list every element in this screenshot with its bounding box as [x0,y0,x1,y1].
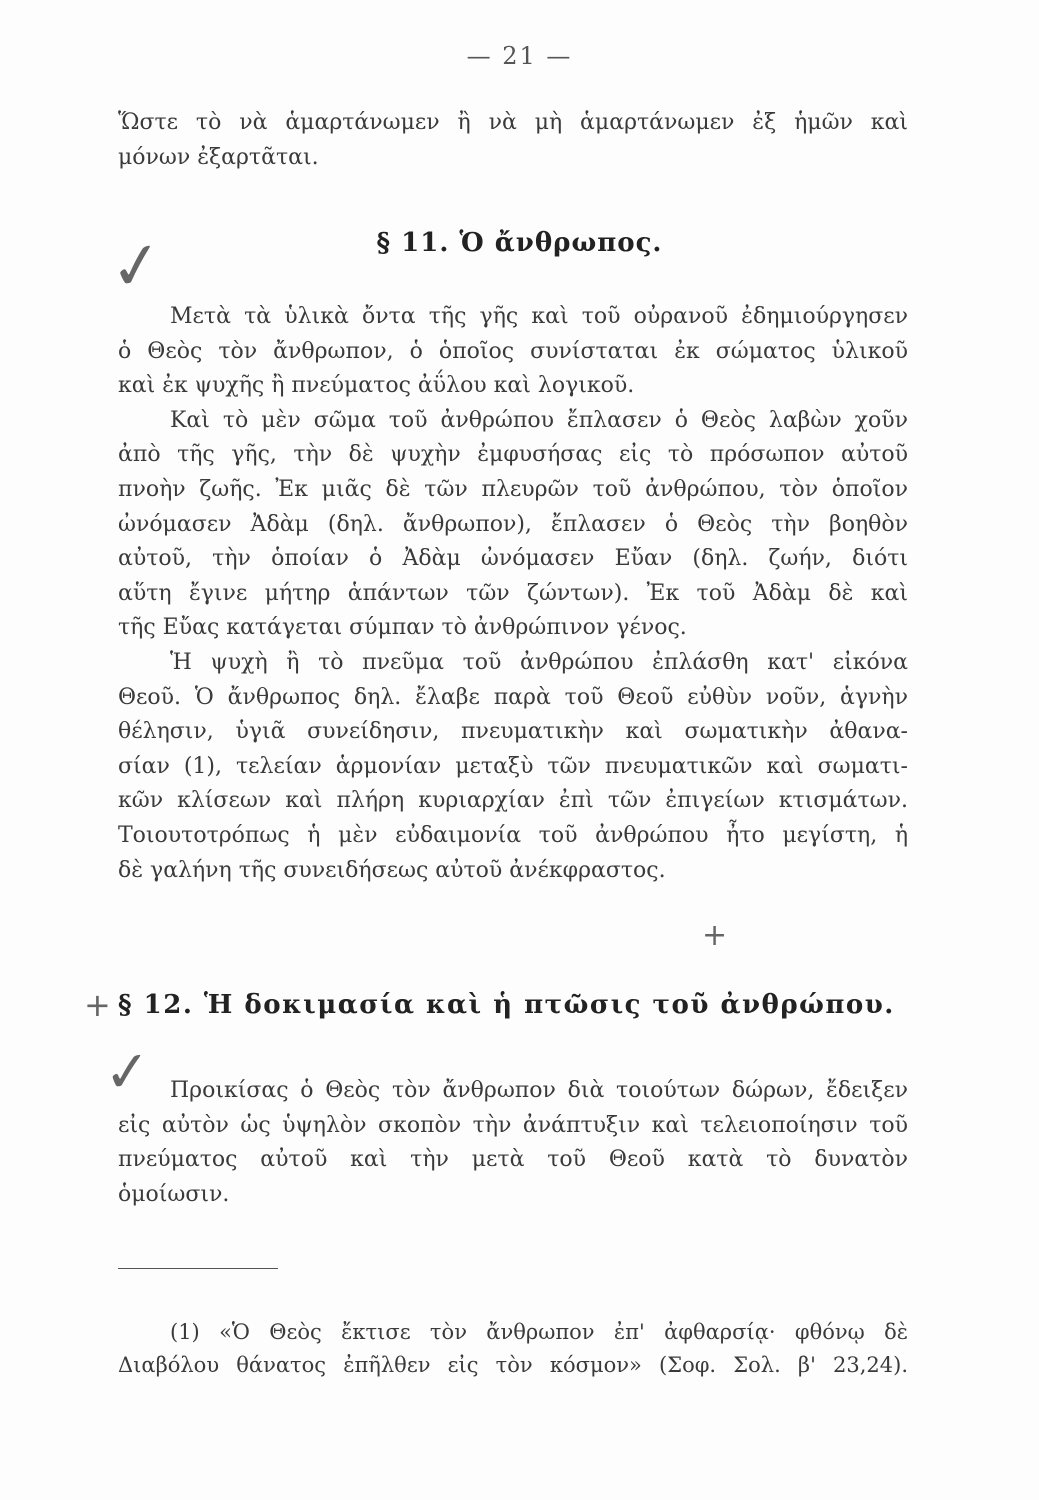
text-line: Τοιουτοτρόπως ἡ μὲν εὐδαιμονία τοῦ ἀνθρώπου ἦτο μεγίστη, ἡ [118,822,908,848]
text-line: Θεοῦ. Ὁ ἄνθρωπος δηλ. ἔλαβε παρὰ τοῦ Θεοῦ εὐθὺν νοῦν, ἁγνὴν [118,684,908,710]
text-line: αὐτοῦ, τὴν ὁποίαν ὁ Ἀδὰμ ὠνόμασεν Εὔαν (δηλ. ζωήν, διότι [118,546,908,572]
footnote-line: Διαβόλου θάνατος ἐπῆλθεν εἰς τὸν κόσμον» (Σοφ. Σολ. β' 23,24). [118,1353,908,1377]
text-line: ὁμοίωσιν. [118,1181,230,1207]
footnote [118,1316,908,1382]
section-12-body [118,1074,908,1212]
text-line: Ὥστε τὸ νὰ ἁμαρτάνωμεν ἢ νὰ μὴ ἁμαρτάνωμεν ἐξ ἡμῶν καὶ [118,110,908,135]
handwritten-cross-icon: + [84,986,111,1024]
text-line: αὕτη ἔγινε μήτηρ ἁπάντων τῶν ζώντων). Ἐκ τοῦ Ἀδὰμ δὲ καὶ [118,580,908,606]
text-line: κῶν κλίσεων καὶ πλήρη κυριαρχίαν ἐπὶ τῶν ἐπιγείων κτισμάτων. [118,788,908,814]
text-line: ὠνόμασεν Ἀδὰμ (δηλ. ἄνθρωπον), ἔπλασεν ὁ Θεὸς τὴν βοηθὸν [118,511,908,537]
text-line: καὶ ἐκ ψυχῆς ἢ πνεύματος ἀΰλου καὶ λογικοῦ. [118,373,635,399]
text-line: μόνων ἐξαρτᾶται. [118,144,319,170]
intro-paragraph [118,106,908,175]
footnote-line: (1) «Ὁ Θεὸς ἔκτισε τὸν ἄνθρωπον ἐπ' ἀφθαρσίᾳ· φθόνῳ δὲ [170,1320,908,1344]
text-line: σίαν (1), τελείαν ἁρμονίαν μεταξὺ τῶν πνευματικῶν καὶ σωματι- [118,753,908,779]
text-line: θέλησιν, ὑγιᾶ συνείδησιν, πνευματικὴν καὶ σωματικὴν ἀθανα- [118,719,908,745]
text-line: ὁ Θεὸς τὸν ἄνθρωπον, ὁ ὁποῖος συνίσταται ἐκ σώματος ὑλικοῦ [118,338,908,364]
handwritten-check-icon: ✓ [101,1038,154,1107]
text-line: εἰς αὐτὸν ὡς ὑψηλὸν σκοπὸν τὴν ἀνάπτυξιν καὶ τελειοποίησιν τοῦ [118,1112,908,1138]
page-number: — 21 — [466,42,573,70]
handwritten-check-icon: ✓ [105,226,169,308]
text-line: τῆς Εὔας κατάγεται σύμπαν τὸ ἀνθρώπινον γένος. [118,615,687,641]
section-11-heading: § 11. Ὁ ἄνθρωπος. [376,228,663,258]
section-12-heading: § 12. Ἡ δοκιμασία καὶ ἡ πτῶσις τοῦ ἀνθρώπου. [118,990,895,1020]
text-line: πνοὴν ζωῆς. Ἐκ μιᾶς δὲ τῶν πλευρῶν τοῦ ἀνθρώπου, τὸν ὁποῖον [118,476,908,502]
footnote-divider [118,1268,278,1269]
text-line: Καὶ τὸ μὲν σῶμα τοῦ ἀνθρώπου ἔπλασεν ὁ Θεὸς λαβὼν χοῦν [170,407,908,433]
section-11-body [118,300,908,888]
text-line: Ἡ ψυχὴ ἢ τὸ πνεῦμα τοῦ ἀνθρώπου ἐπλάσθη κατ' εἰκόνα [170,649,908,675]
text-line: ἀπὸ τῆς γῆς, τὴν δὲ ψυχὴν ἐμφυσήσας εἰς τὸ πρόσωπον αὐτοῦ [118,442,908,468]
text-line: Μετὰ τὰ ὑλικὰ ὄντα τῆς γῆς καὶ τοῦ οὐρανοῦ ἐδημιούργησεν [170,304,908,329]
handwritten-cross-icon: + [702,918,728,953]
text-line: Προικίσας ὁ Θεὸς τὸν ἄνθρωπον διὰ τοιούτων δώρων, ἔδειξεν [170,1078,908,1103]
text-line: δὲ γαλήνη τῆς συνειδήσεως αὐτοῦ ἀνέκφραστος. [118,857,666,883]
text-line: πνεύματος αὐτοῦ καὶ τὴν μετὰ τοῦ Θεοῦ κατὰ τὸ δυνατὸν [118,1147,908,1173]
